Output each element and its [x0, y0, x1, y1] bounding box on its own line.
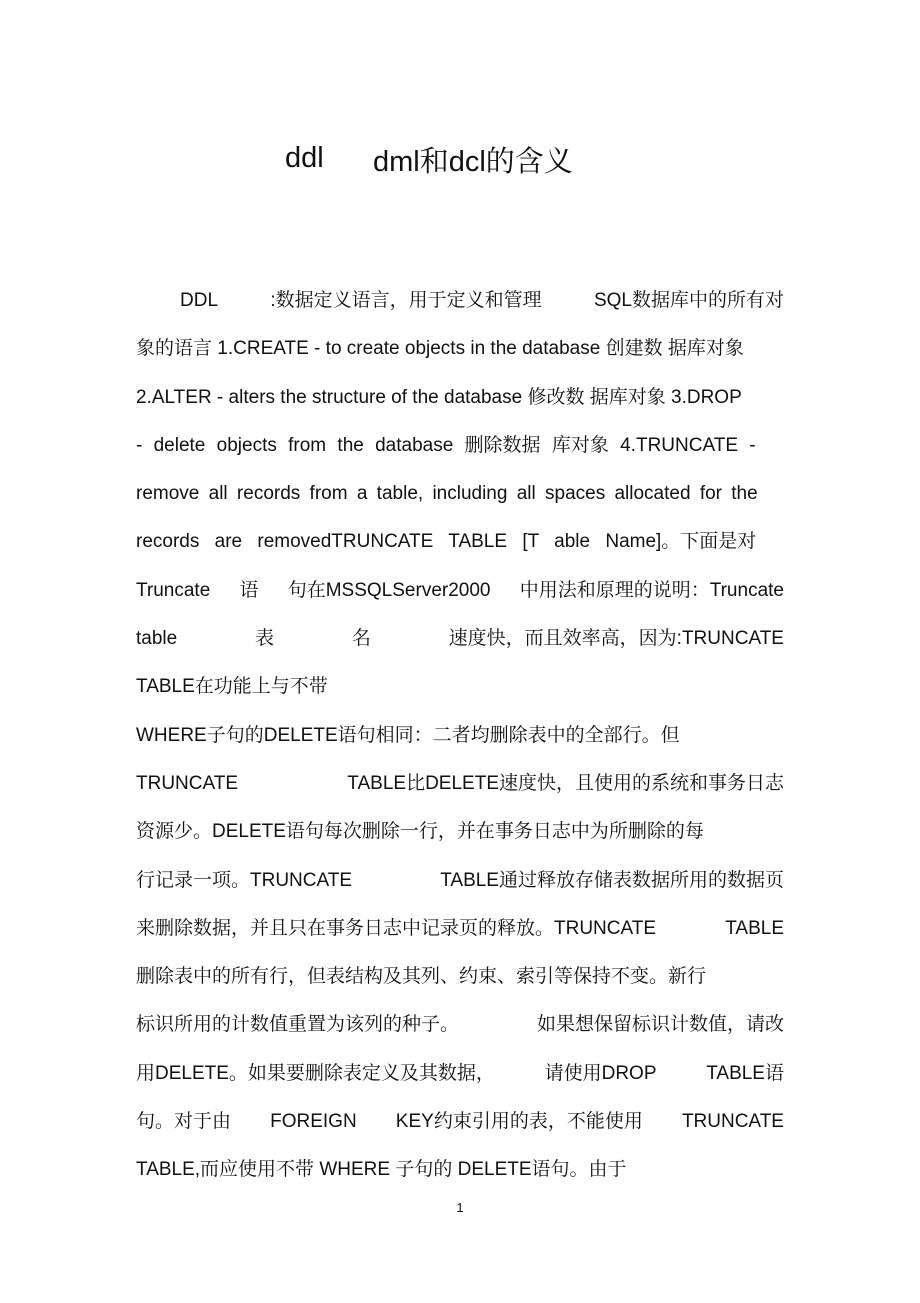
text-line-13: 行记录一项。TRUNCATE TABLE通过释放存储表数据所用的数据页: [136, 869, 784, 891]
title-part-ddl: ddl: [285, 142, 324, 174]
text-line-17: 用DELETE。如果要删除表定义及其数据， 请使用DROP TABLE语: [136, 1062, 784, 1084]
text-line-10: WHERE子句的DELETE语句相同：二者均删除表中的全部行。但: [136, 724, 680, 746]
text-line-14: 来删除数据，并且只在事务日志中记录页的释放。TRUNCATE TABLE: [136, 917, 784, 939]
text-line-19: TABLE,而应使用不带 WHERE 子句的 DELETE语句。由于: [136, 1159, 627, 1181]
text-line-2: 象的语言 1.CREATE - to create objects in the database 创建数 据库对象: [136, 338, 744, 360]
text-line-8: table 表 名 速度快，而且效率高，因为:TRUNCATE: [136, 628, 784, 650]
text-line-1: DDL :数据定义语言，用于定义和管理 SQL数据库中的所有对: [180, 290, 784, 311]
text-line-7: Truncate 语 句在MSSQLServer2000 中用法和原理的说明：Truncate: [136, 579, 784, 601]
text-line-9: TABLE在功能上与不带: [136, 676, 328, 698]
text-line-4: - delete objects from the database 删除数据 库对象 4.TRUNCATE -: [136, 434, 756, 456]
text-line-3: 2.ALTER - alters the structure of the database 修改数 据库对象 3.DROP: [136, 386, 742, 408]
body-paragraph: [136, 277, 784, 1195]
text-line-6: records are removedTRUNCATE TABLE [T able Name]。下面是对: [136, 531, 757, 553]
text-line-12: 资源少。DELETE语句每次删除一行，并在事务日志中为所删除的每: [136, 821, 704, 843]
text-line-5: remove all records from a table, including all spaces allocated for the: [136, 483, 758, 505]
text-line-15: 删除表中的所有行，但表结构及其列、约束、索引等保持不变。新行: [136, 966, 707, 988]
page-number: 1: [456, 1200, 464, 1215]
text-line-11: TRUNCATE TABLE比DELETE速度快，且使用的系统和事务日志: [136, 772, 784, 794]
title-part-dml-dcl: dml和dcl的含义: [373, 146, 573, 178]
text-line-18: 句。对于由 FOREIGN KEY约束引用的表，不能使用 TRUNCATE: [136, 1111, 784, 1133]
text-line-16: 标识所用的计数值重置为该列的种子。 如果想保留标识计数值，请改: [136, 1014, 784, 1036]
